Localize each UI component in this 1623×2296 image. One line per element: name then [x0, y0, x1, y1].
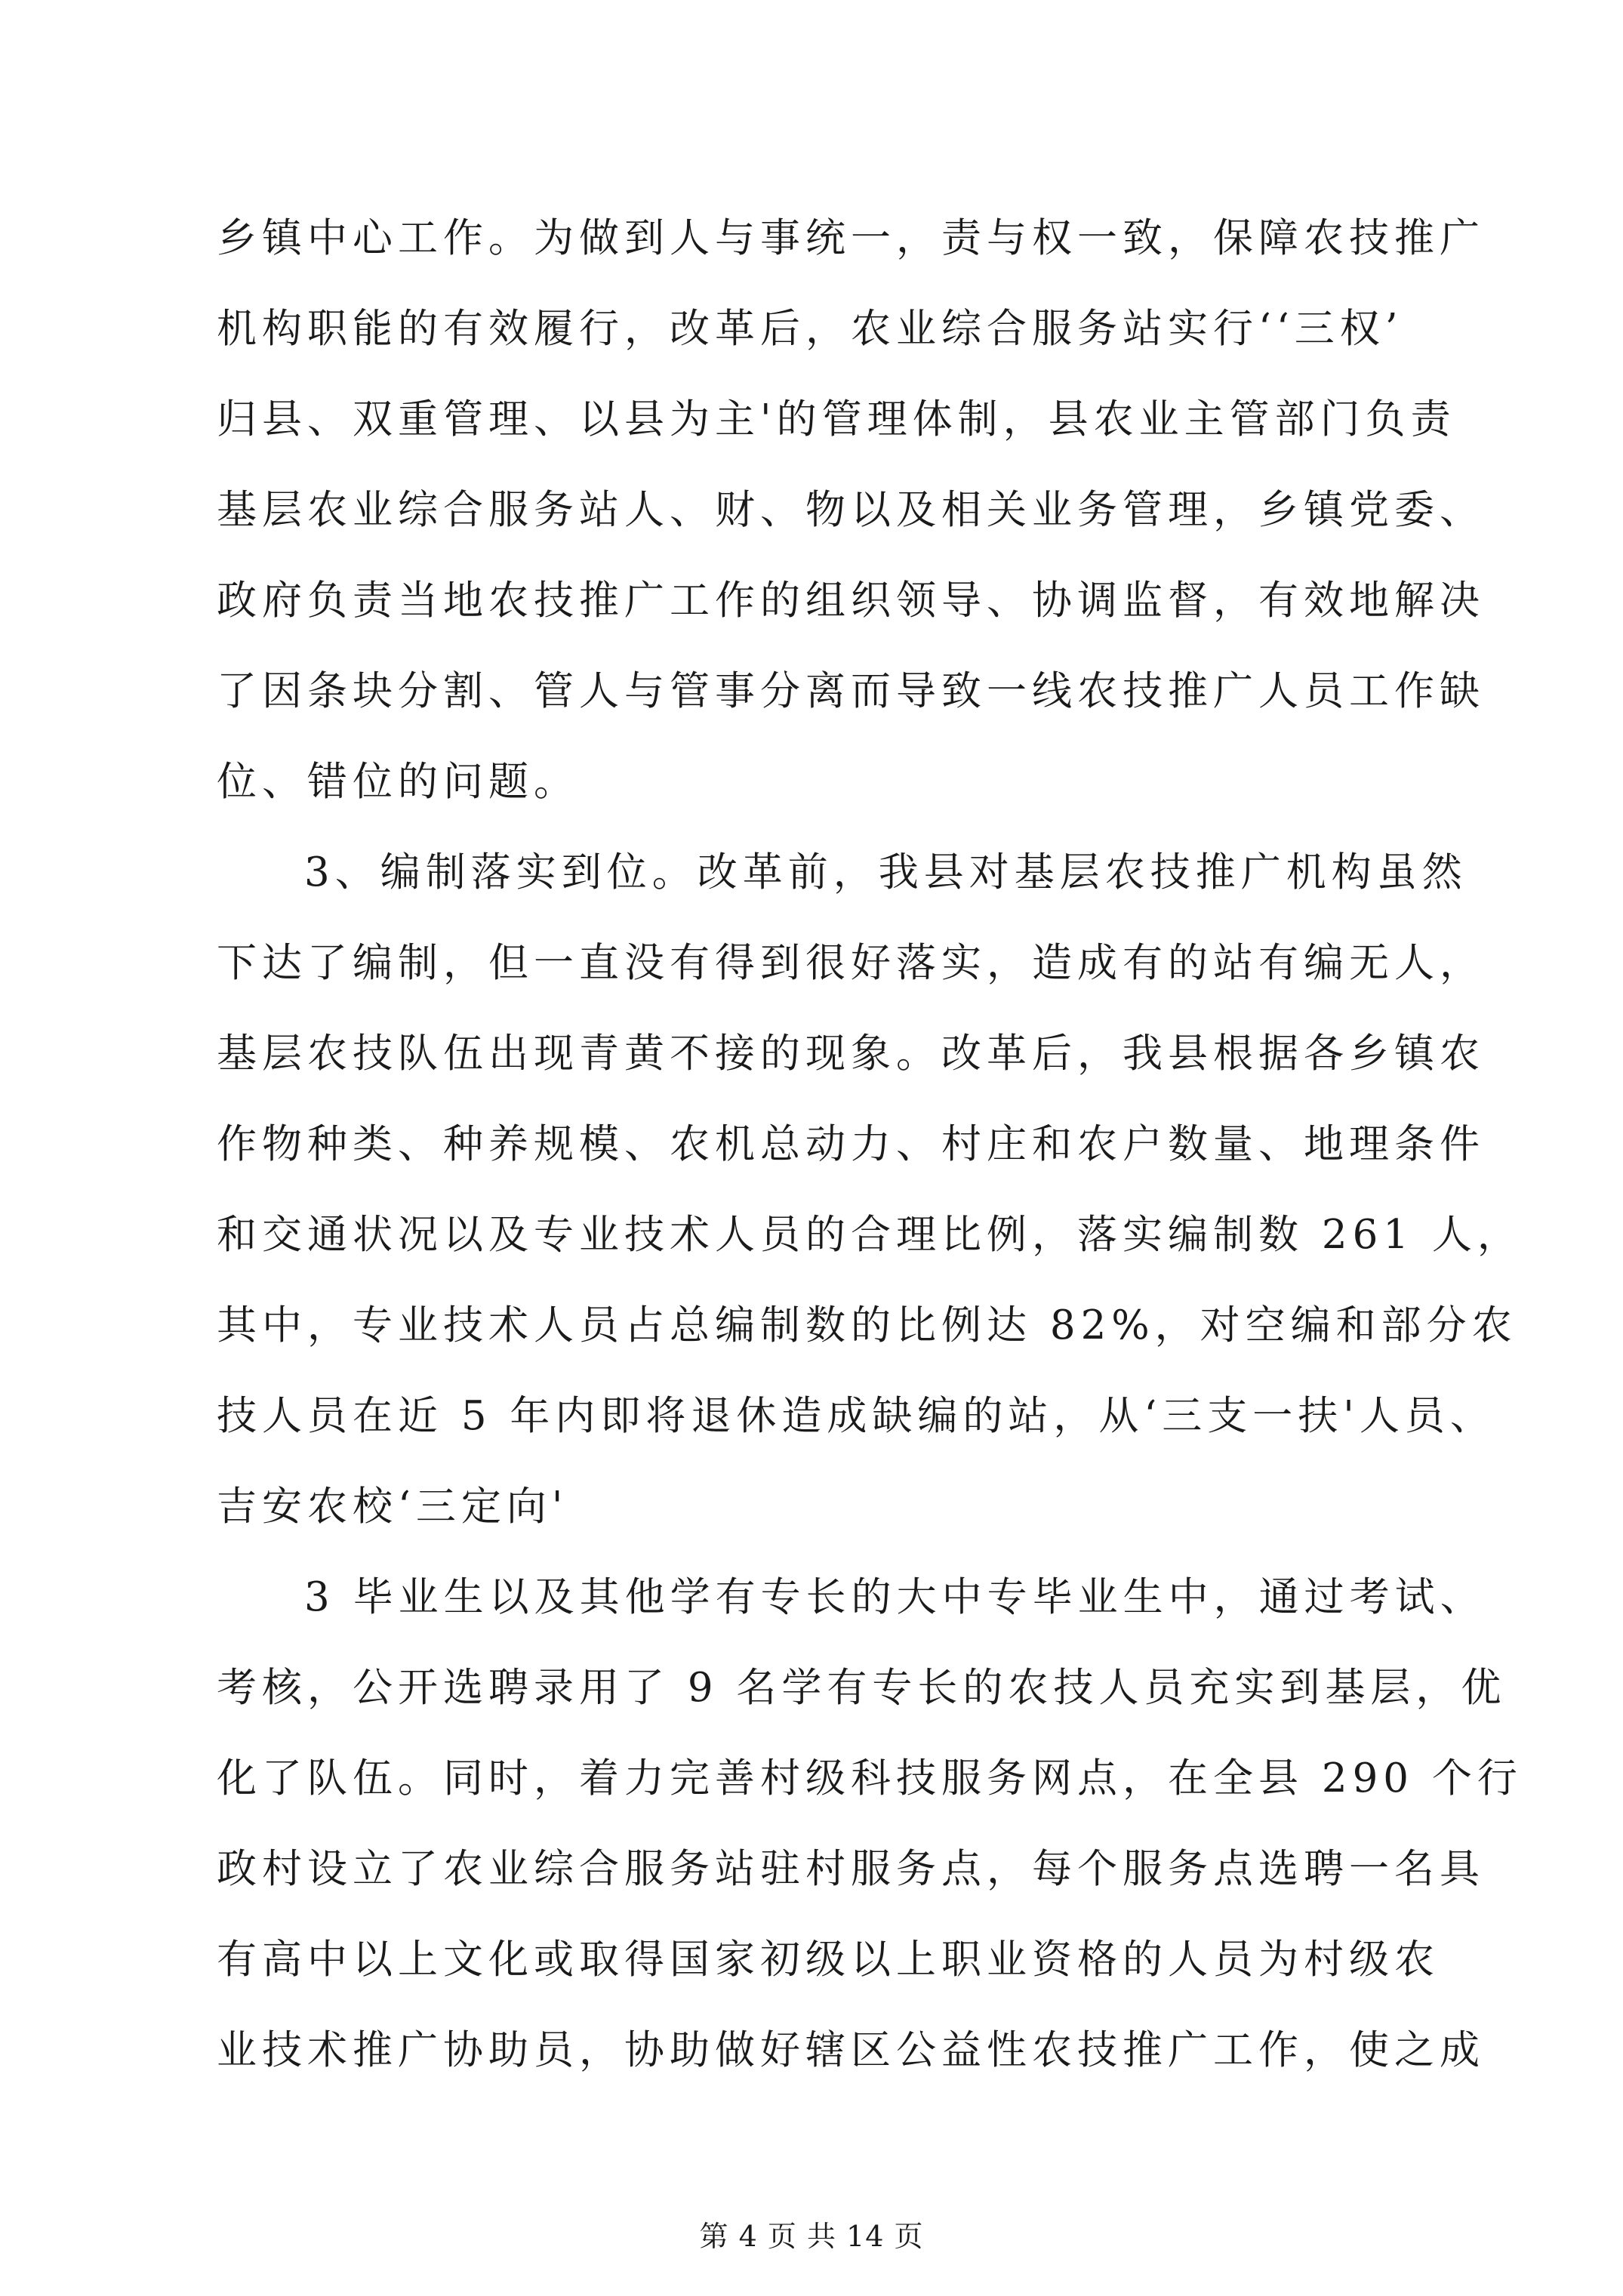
text-line: 业技术推广协助员，协助做好辖区公益性农技推广工作，使之成	[217, 2027, 1485, 2073]
paragraph-start-line: 3、编制落实到位。改革前，我县对基层农技推广机构虽然	[304, 849, 1467, 895]
text-line: 和交通状况以及专业技术人员的合理比例，落实编制数 261 人，	[217, 1212, 1523, 1258]
text-line: 其中，专业技术人员占总编制数的比例达 82%，对空编和部分农	[217, 1302, 1517, 1348]
text-line: 下达了编制，但一直没有得到很好落实，造成有的站有编无人，	[217, 940, 1485, 986]
text-line: 了因条块分割、管人与管事分离而导致一线农技推广人员工作缺	[217, 668, 1485, 714]
text-line: 归县、双重管理、以县为主'的管理体制，县农业主管部门负责	[217, 396, 1456, 442]
page-footer: 第 4 页 共 14 页	[699, 2220, 924, 2253]
text-line: 政府负责当地农技推广工作的组织领导、协调监督，有效地解决	[217, 578, 1485, 624]
text-line: 机构职能的有效履行，改革后，农业综合服务站实行‘‘三权’	[217, 306, 1403, 352]
text-line: 吉安农校‘三定向'	[217, 1484, 568, 1530]
text-line: 考核，公开选聘录用了 9 名学有专长的农技人员充实到基层，优	[217, 1665, 1507, 1711]
text-line: 基层农业综合服务站人、财、物以及相关业务管理，乡镇党委、	[217, 487, 1485, 533]
text-line: 作物种类、种养规模、农机总动力、村庄和农户数量、地理条件	[217, 1121, 1485, 1167]
document-body	[217, 193, 1523, 2096]
text-line: 基层农技队伍出现青黄不接的现象。改革后，我县根据各乡镇农	[217, 1031, 1485, 1077]
text-line: 政村设立了农业综合服务站驻村服务点，每个服务点选聘一名具	[217, 1846, 1485, 1892]
text-line: 有高中以上文化或取得国家初级以上职业资格的人员为村级农	[217, 1937, 1440, 1983]
paragraph-start-line: 3 毕业生以及其他学有专长的大中专毕业生中，通过考试、	[304, 1574, 1486, 1620]
text-line: 技人员在近 5 年内即将退休造成缺编的站，从‘三支一扶'人员、	[217, 1393, 1495, 1439]
text-line: 乡镇中心工作。为做到人与事统一，责与权一致，保障农技推广	[217, 215, 1485, 261]
text-line: 位、错位的问题。	[217, 759, 579, 805]
text-line: 化了队伍。同时，着力完善村级科技服务网点，在全县 290 个行	[217, 1755, 1523, 1801]
